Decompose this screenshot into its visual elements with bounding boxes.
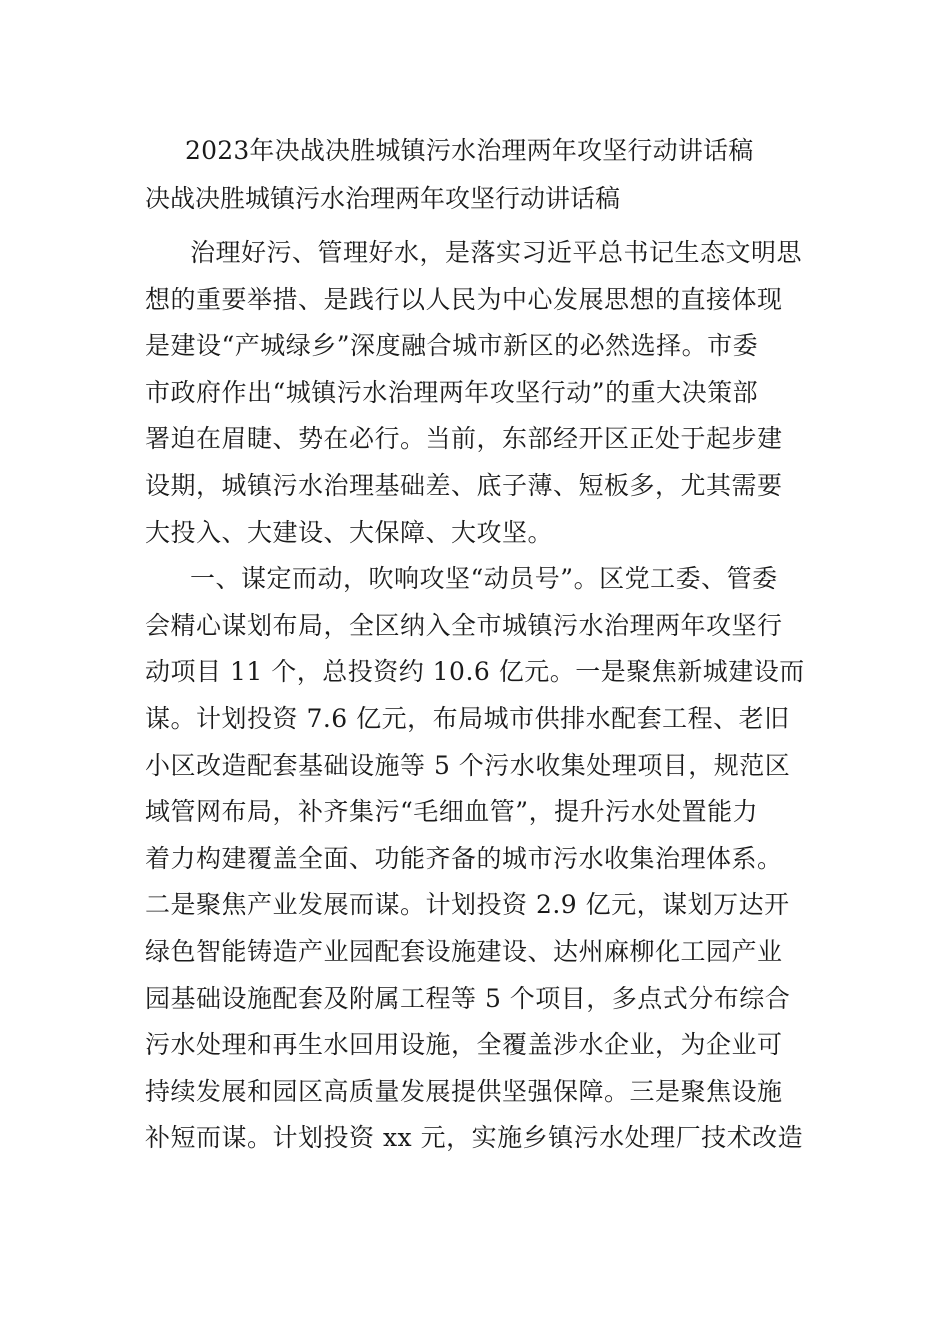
body-line: 署迫在眉睫、势在必行。当前，东部经开区正处于起步建 xyxy=(145,424,783,454)
body-line: 会精心谋划布局，全区纳入全市城镇污水治理两年攻坚行 xyxy=(145,610,783,640)
body-line: 一、谋定而动，吹响攻坚“动员号”。区党工委、管委 xyxy=(190,564,778,594)
body-line: 绿色智能铸造产业园配套设施建设、达州麻柳化工园产业 xyxy=(145,936,783,966)
body-line: 大投入、大建设、大保障、大攻坚。 xyxy=(145,517,554,547)
document-body xyxy=(145,230,810,1162)
body-line: 治理好污、管理好水，是落实习近平总书记生态文明思 xyxy=(190,238,803,267)
body-line: 设期，城镇污水治理基础差、底子薄、短板多，尤其需要 xyxy=(145,470,783,500)
body-line: 域管网布局，补齐集污“毛细血管”，提升污水处置能力 xyxy=(145,797,759,827)
body-line: 园基础设施配套及附属工程等 5 个项目，多点式分布综合 xyxy=(145,983,791,1013)
body-line: 想的重要举措、是践行以人民为中心发展思想的直接体现 xyxy=(145,284,783,314)
document-subtitle: 决战决胜城镇污水治理两年攻坚行动讲话稿 xyxy=(145,184,621,213)
body-line: 小区改造配套基础设施等 5 个污水收集处理项目，规范区 xyxy=(145,750,791,780)
body-line: 着力构建覆盖全面、功能齐备的城市污水收集治理体系。 xyxy=(145,843,783,873)
body-line: 补短而谋。计划投资 xx 元，实施乡镇污水处理厂技术改造 xyxy=(145,1123,804,1153)
document-title: 2023年决战决胜城镇污水治理两年攻坚行动讲话稿 xyxy=(185,136,754,165)
body-line: 动项目 11 个，总投资约 10.6 亿元。一是聚焦新城建设而 xyxy=(145,657,805,687)
body-line: 污水处理和再生水回用设施，全覆盖涉水企业，为企业可 xyxy=(145,1030,783,1060)
body-line: 谋。计划投资 7.6 亿元，布局城市供排水配套工程、老旧 xyxy=(145,703,790,733)
body-line: 市政府作出“城镇污水治理两年攻坚行动”的重大决策部 xyxy=(145,377,759,407)
body-line: 持续发展和园区高质量发展提供坚强保障。三是聚焦设施 xyxy=(145,1076,783,1106)
body-line: 二是聚焦产业发展而谋。计划投资 2.9 亿元，谋划万达开 xyxy=(145,890,790,920)
body-line: 是建设“产城绿乡”深度融合城市新区的必然选择。市委 xyxy=(145,331,759,361)
